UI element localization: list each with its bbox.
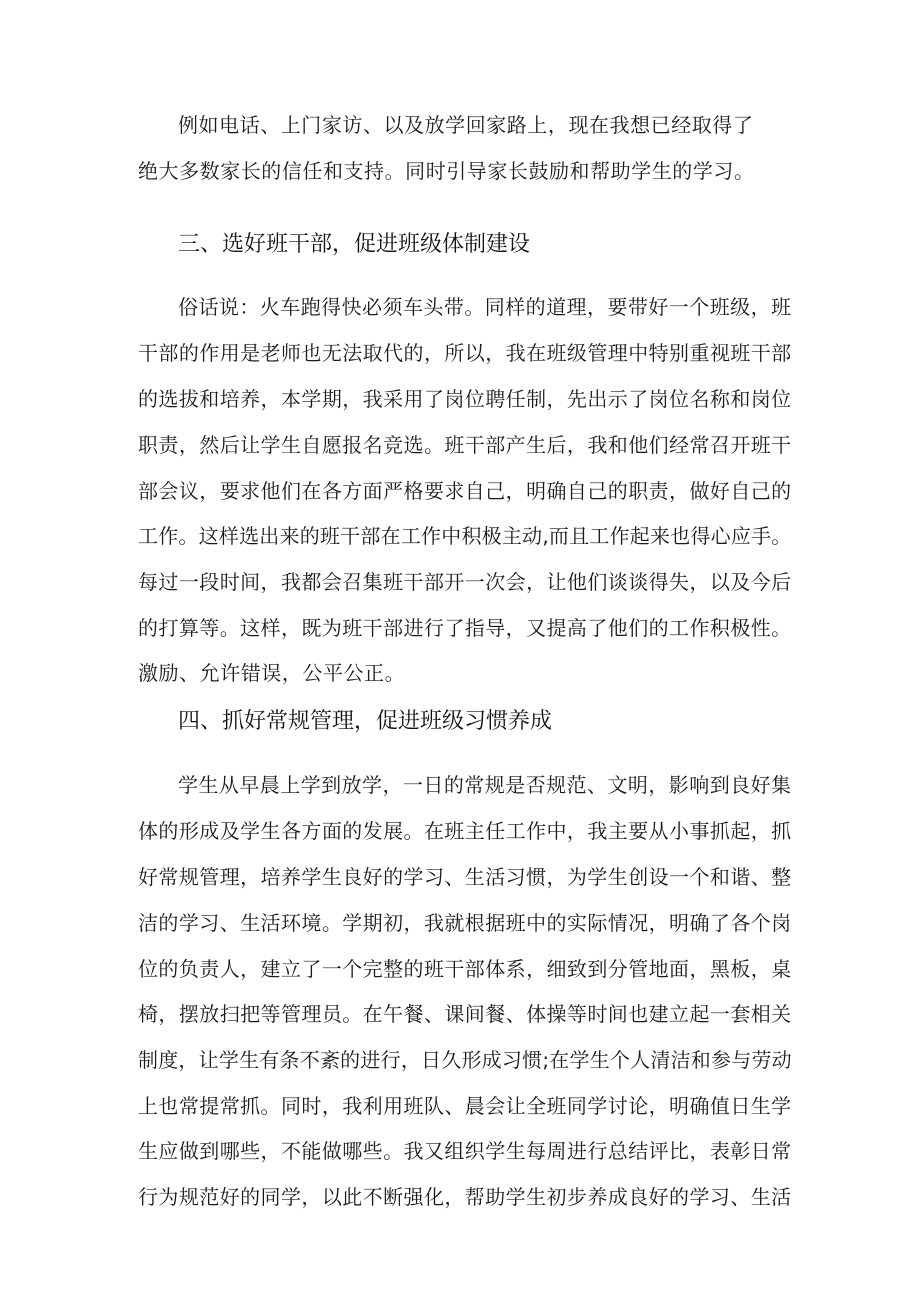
paragraph-line: 干部的作用是老师也无法取代的，所以，我在班级管理中特别重视班干部	[138, 341, 792, 365]
paragraph-line: 的打算等。这样，既为班干部进行了指导，又提高了他们的工作积极性。	[138, 616, 792, 640]
paragraph-line: 俗话说：火车跑得快必须车头带。同样的道理，要带好一个班级，班	[178, 295, 792, 319]
paragraph-line: 上也常提常抓。同时，我利用班队、晨会让全班同学讨论，明确值日生学	[138, 1094, 792, 1118]
paragraph-line: 体的形成及学生各方面的发展。在班主任工作中，我主要从小事抓起，抓	[138, 819, 792, 843]
paragraph-line: 职责，然后让学生自愿报名竞选。班干部产生后，我和他们经常召开班干	[138, 433, 792, 457]
paragraph-line: 洁的学习、生活环境。学期初，我就根据班中的实际情况，明确了各个岗	[138, 911, 792, 935]
paragraph-line: 每过一段时间，我都会召集班干部开一次会，让他们谈谈得失，以及今后	[138, 570, 792, 594]
paragraph-line: 工作。这样选出来的班干部在工作中积极主动,而且工作起来也得心应手。	[138, 524, 792, 548]
paragraph-line: 好常规管理，培养学生良好的学习、生活习惯，为学生创设一个和谐、整	[138, 865, 792, 889]
paragraph-line: 行为规范好的同学，以此不断强化，帮助学生初步养成良好的学习、生活	[138, 1185, 792, 1209]
paragraph-line: 学生从早晨上学到放学，一日的常规是否规范、文明，影响到良好集	[178, 773, 792, 797]
paragraph-line: 例如电话、上门家访、以及放学回家路上，现在我想已经取得了	[178, 113, 754, 137]
paragraph-line: 的选拔和培养，本学期，我采用了岗位聘任制，先出示了岗位名称和岗位	[138, 387, 792, 411]
paragraph-line: 生应做到哪些，不能做哪些。我又组织学生每周进行总结评比，表彰日常	[138, 1139, 792, 1163]
paragraph-line: 椅，摆放扫把等管理员。在午餐、课间餐、体操等时间也建立起一套相关	[138, 1002, 792, 1026]
paragraph-line: 位的负责人，建立了一个完整的班干部体系，细致到分管地面，黑板，桌	[138, 957, 792, 981]
section-heading-4: 四、抓好常规管理，促进班级习惯养成	[178, 709, 553, 734]
section-heading-3: 三、选好班干部，促进班级体制建设	[178, 232, 531, 257]
paragraph-line: 激励、允许错误，公平公正。	[138, 661, 406, 685]
paragraph-line: 部会议，要求他们在各方面严格要求自己，明确自己的职责，做好自己的	[138, 479, 792, 503]
paragraph-line: 绝大多数家长的信任和支持。同时引导家长鼓励和帮助学生的学习。	[138, 159, 755, 183]
paragraph-line: 制度，让学生有条不紊的进行，日久形成习惯;在学生个人清洁和参与劳动	[138, 1048, 792, 1072]
